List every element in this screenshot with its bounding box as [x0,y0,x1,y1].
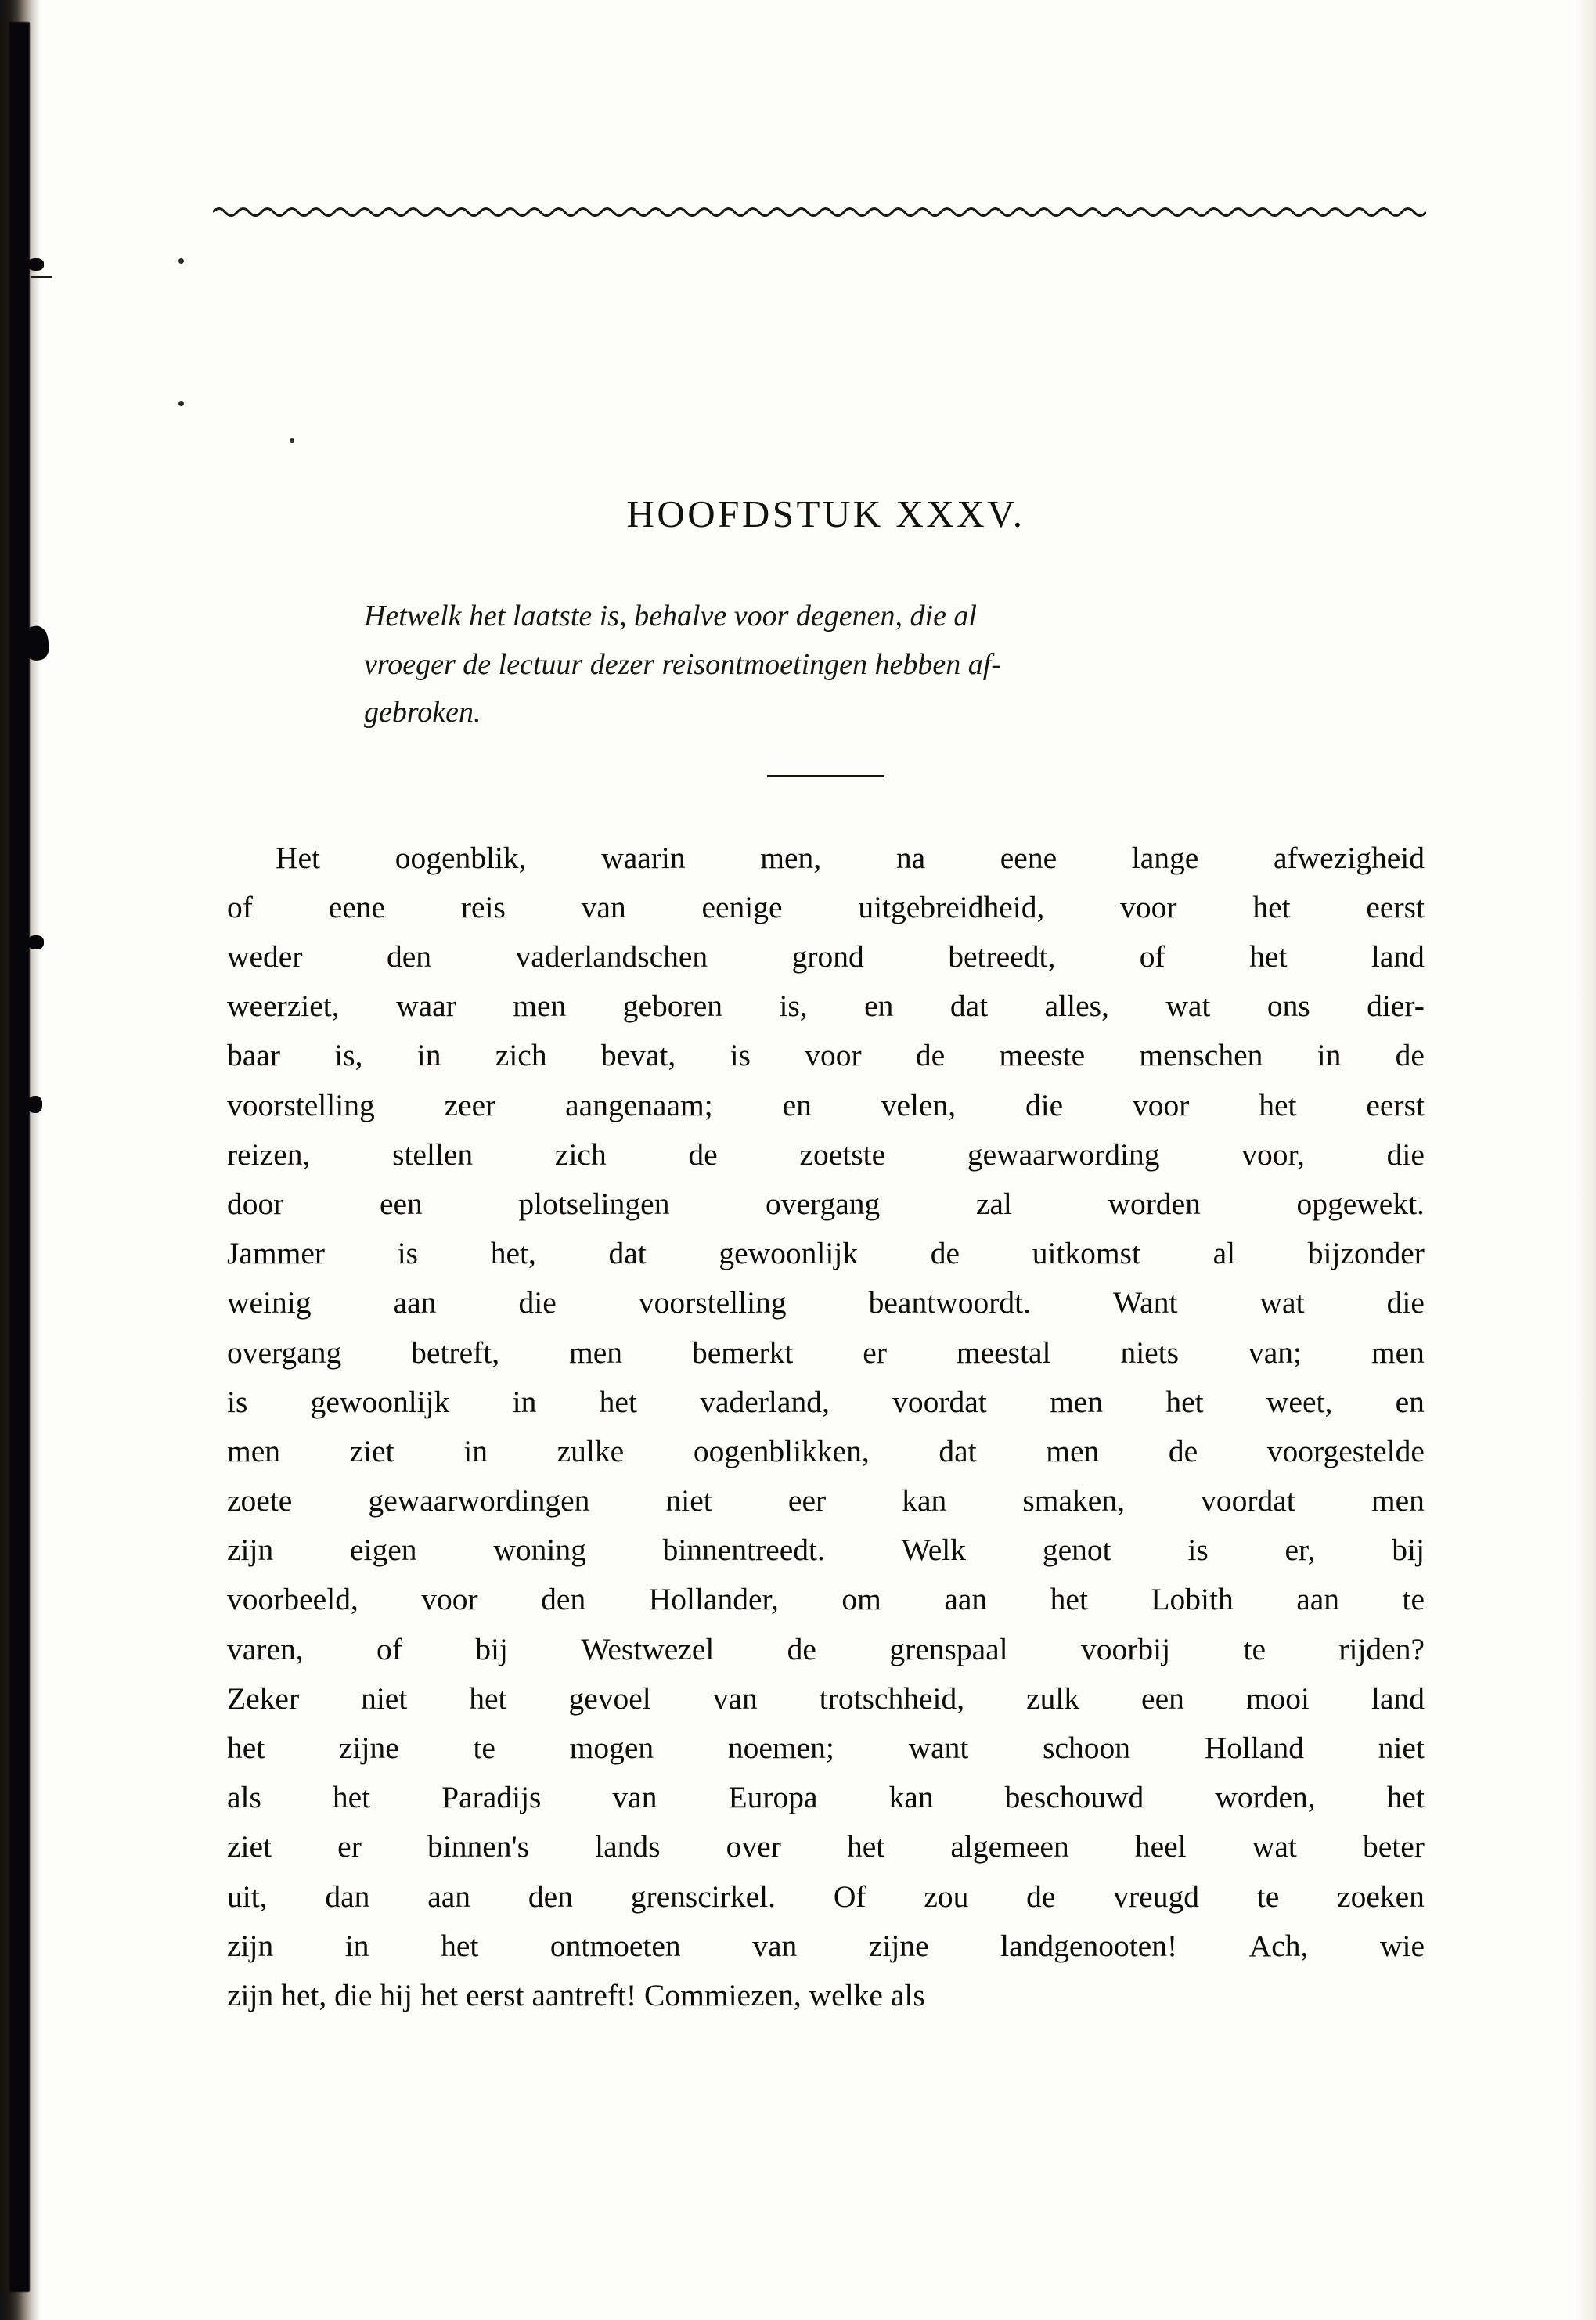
word: voordat [892,1384,987,1419]
word: te [1243,1631,1266,1666]
subtitle-line: Hetwelk het laatste is, behalve voor degenen, die al [364,600,977,632]
word: zal [975,1186,1012,1221]
word: men [569,1335,623,1370]
word: ontmoeten [549,1928,681,1963]
word: plotselingen [518,1186,670,1221]
scan-speck [178,401,184,406]
word: bij [475,1631,508,1666]
word: overgang [227,1335,342,1370]
word: voorstelling [638,1285,787,1320]
word: eene [328,889,386,924]
word: voorbij [1081,1631,1171,1666]
word: de [1026,1879,1056,1914]
word: uitgebreidheid, [858,889,1045,924]
word: die [1386,1285,1425,1320]
body-line [227,932,1425,982]
word: ons [1266,989,1310,1024]
word: men [1371,1483,1425,1518]
word: het [1249,939,1288,974]
word: door [227,1186,284,1221]
word: Het [276,840,321,875]
word: bij [1392,1533,1425,1568]
word: algemeen [950,1829,1069,1864]
word: is [730,1038,751,1073]
word: zijne [338,1731,399,1766]
word: gewaarwording [967,1137,1160,1172]
body-line [227,1328,1425,1378]
word: weet, [1266,1384,1333,1419]
body-text [227,834,1425,2021]
word: lange [1131,840,1199,875]
word: om [841,1582,881,1617]
body-line [227,1031,1425,1080]
word: zulke [557,1433,625,1468]
word: wat [1252,1829,1297,1864]
word: men [1050,1384,1104,1419]
word: Holland [1204,1731,1304,1766]
word: het [1259,1087,1297,1122]
word: is, [334,1038,363,1073]
word: men [1046,1433,1100,1468]
word: te [1256,1879,1280,1914]
body-line [227,1575,1425,1624]
word: de [930,1236,960,1271]
word: gewoonlijk [719,1236,859,1271]
word: eerst [1366,1087,1425,1122]
word: zoeken [1337,1879,1425,1914]
word: meeste [999,1038,1086,1073]
word: Zeker [227,1681,300,1716]
page-edge [1576,0,1596,2320]
word: wat [1259,1285,1305,1320]
body-line [227,1476,1425,1526]
word: voor [1120,889,1177,924]
scan-artifact [31,276,52,278]
word: Want [1113,1285,1178,1320]
word: opgewekt. [1296,1186,1425,1221]
word: gewoonlijk [310,1384,450,1419]
word: waarin [601,840,686,875]
word: zijne [868,1928,929,1963]
word: Westwezel [581,1631,715,1666]
word: in [416,1038,441,1073]
word: is [397,1236,419,1271]
word: als [227,1780,261,1815]
word: kan [902,1483,947,1518]
word: binnentreedt. [662,1533,825,1568]
word: er [863,1335,887,1370]
word: bijzonder [1307,1236,1425,1271]
word: Welk [901,1533,967,1568]
word: men, [760,840,822,875]
word: het [599,1384,637,1419]
body-line-text [276,834,1425,883]
word: en [1395,1384,1425,1419]
word: voorbeeld, [227,1582,358,1617]
word: van [712,1681,758,1716]
word: te [473,1731,495,1766]
word: Ach, [1248,1928,1309,1963]
word: worden [1108,1186,1201,1221]
paragraph [227,834,1425,2021]
word: het [227,1731,265,1766]
scan-artifact [27,935,44,949]
word: aan [393,1285,437,1320]
word: of [376,1631,402,1666]
word: bevat, [600,1038,676,1073]
word: velen, [881,1087,957,1122]
word: al [1212,1236,1236,1271]
word: men [227,1433,281,1468]
word: dier- [1367,989,1425,1024]
word: land [1371,1681,1425,1716]
word: een [1141,1681,1184,1716]
word: men [1371,1335,1425,1370]
word: smaken, [1022,1483,1125,1518]
word: noemen; [727,1731,834,1766]
word: het [1050,1582,1088,1617]
word: genot [1042,1533,1111,1568]
word: dat [608,1236,647,1271]
word: na [895,840,926,875]
word: voor, [1241,1137,1305,1172]
word: niets [1120,1335,1180,1370]
body-line [227,1822,1425,1871]
body-line: zijn het, die hij het eerst aantreft! Commiezen, welke als [227,1977,925,2012]
body-line [227,1625,1425,1674]
word: bemerkt [691,1335,794,1370]
word: oogenblik, [394,840,527,875]
word: menschen [1139,1038,1263,1073]
word: geboren [622,989,722,1024]
word: zulk [1026,1681,1080,1716]
word: in [463,1433,488,1468]
section-divider [767,775,884,777]
word: het [1165,1384,1204,1419]
word: den [386,939,432,974]
word: of [227,889,253,924]
word: waar [396,989,456,1024]
word: er [337,1829,362,1864]
word: worden, [1215,1780,1316,1815]
body-line [227,1130,1425,1180]
word: want [908,1731,969,1766]
word: of [1139,939,1165,974]
word: van [612,1780,657,1815]
word: Jammer [227,1236,326,1271]
word: zoete [227,1483,293,1518]
word: schoon [1043,1731,1130,1766]
word: mooi [1245,1681,1310,1716]
word: rijden? [1338,1631,1425,1666]
word: reis [460,889,506,924]
word: over [726,1829,781,1864]
word: die [518,1285,557,1320]
gutter-dark-bar [9,22,30,2292]
word: men [513,989,567,1024]
word: eenige [701,889,783,924]
word: Paradijs [441,1780,542,1815]
scan-artifact [27,1096,42,1113]
word: lands [595,1829,661,1864]
word: er, [1284,1533,1316,1568]
word: beantwoordt. [868,1285,1031,1320]
word: ziet [227,1829,272,1864]
word: stellen [392,1137,474,1172]
word: weder [227,939,303,974]
word: die [1386,1137,1425,1172]
word: grenspaal [889,1631,1008,1666]
word: den [541,1582,586,1617]
word: uitkomst [1032,1236,1140,1271]
word: alles, [1044,989,1109,1024]
word: voorstelling [227,1087,375,1122]
body-line [227,1674,1425,1724]
word: dat [939,1433,977,1468]
word: vaderlandschen [515,939,708,974]
chapter-subtitle [278,593,1374,737]
word: land [1371,939,1425,974]
body-line [227,1724,1425,1773]
word: kan [888,1780,934,1815]
word: het [1252,889,1291,924]
word: het [846,1829,885,1864]
word: eene [1000,840,1057,875]
word: de [915,1038,946,1073]
word: zoetste [799,1137,886,1172]
word: van [752,1928,798,1963]
word: de [688,1137,718,1172]
word: reizen, [227,1137,311,1172]
word: vreugd [1113,1879,1199,1914]
word: Lobith [1151,1582,1234,1617]
word: in [344,1928,369,1963]
word: gevoel [568,1681,651,1716]
word: afwezigheid [1273,840,1425,875]
body-line [227,1278,1425,1328]
word: varen, [227,1631,304,1666]
body-line [227,1378,1425,1427]
word: dat [949,989,989,1024]
word: zijn [227,1533,274,1568]
word: en [782,1087,812,1122]
word: grond [791,939,864,974]
word: zich [495,1038,547,1073]
word: wie [1379,1928,1425,1963]
chapter-title: HOOFDSTUK XXXV. [626,492,1025,535]
word: te [1402,1582,1425,1617]
word: aan [1296,1582,1340,1617]
word: zijn [227,1928,274,1963]
word: heel [1134,1829,1187,1864]
word: eer [787,1483,827,1518]
word: overgang [766,1186,881,1221]
page-content [227,0,1425,2020]
body-line [227,1180,1425,1229]
word: van; [1248,1335,1302,1370]
word: weinig [227,1285,312,1320]
word: meestal [956,1335,1051,1370]
word: zou [924,1879,969,1914]
word: voor [1133,1087,1190,1122]
word: beter [1362,1829,1425,1864]
word: Of [833,1879,866,1914]
word: de [787,1631,816,1666]
body-line [227,982,1425,1031]
word: de [1395,1038,1425,1073]
word: wat [1165,989,1211,1024]
word: den [528,1879,573,1914]
scan-artifact [27,258,44,271]
word: zich [554,1137,607,1172]
body-line [227,834,1425,883]
word: aan [944,1582,988,1617]
word: het [1386,1780,1425,1815]
word: het [469,1681,507,1716]
body-line [227,1229,1425,1278]
word: eigen [350,1533,417,1568]
word: het [441,1928,479,1963]
word: in [512,1384,537,1419]
word: oogenblikken, [693,1433,870,1468]
body-line [227,1427,1425,1476]
word: is [1187,1533,1209,1568]
word: die [1025,1087,1064,1122]
word: van [581,889,626,924]
word: voordat [1201,1483,1295,1518]
word: vaderland, [700,1384,830,1419]
word: mogen [569,1731,654,1766]
word: baar [227,1038,280,1073]
body-line [227,883,1425,932]
word: binnen's [427,1829,529,1864]
word: beschouwd [1004,1780,1144,1815]
word: voor [421,1582,478,1617]
word: een [379,1186,423,1221]
word: Hollander, [648,1582,779,1617]
word: voorgestelde [1266,1433,1425,1468]
body-line [227,1526,1425,1575]
word: grenscirkel. [630,1879,776,1914]
word: de [1168,1433,1198,1468]
word: betreft, [411,1335,500,1370]
word: aangenaam; [565,1087,713,1122]
body-line [227,1922,1425,1971]
word: aan [427,1879,471,1914]
body-line [227,1081,1425,1130]
word: gewaarwordingen [368,1483,590,1518]
word: eerst [1366,889,1425,924]
word: dan [325,1879,370,1914]
word: trotschheid, [819,1681,965,1716]
body-line [227,1872,1425,1922]
word: niet [361,1681,408,1716]
subtitle-line: vroeger de lectuur dezer reisontmoetingen hebben af- [364,647,1001,681]
subtitle-line: gebroken. [364,696,481,730]
word: woning [493,1533,586,1568]
word: ziet [349,1433,394,1468]
word: niet [665,1483,712,1518]
word: in [1317,1038,1342,1073]
word: is, [779,989,808,1024]
word: betreedt, [948,939,1056,974]
word: voor [805,1038,862,1073]
word: niet [1378,1731,1425,1766]
word: landgenooten! [1000,1928,1178,1963]
word: Europa [728,1780,818,1815]
scan-speck [178,258,184,264]
word: en [864,989,894,1024]
word: is [227,1384,248,1419]
body-line [227,1773,1425,1822]
word: het [332,1780,371,1815]
word: het, [490,1236,536,1271]
word: weerziet, [227,989,340,1024]
word: uit, [227,1879,268,1914]
word: zeer [444,1087,496,1122]
